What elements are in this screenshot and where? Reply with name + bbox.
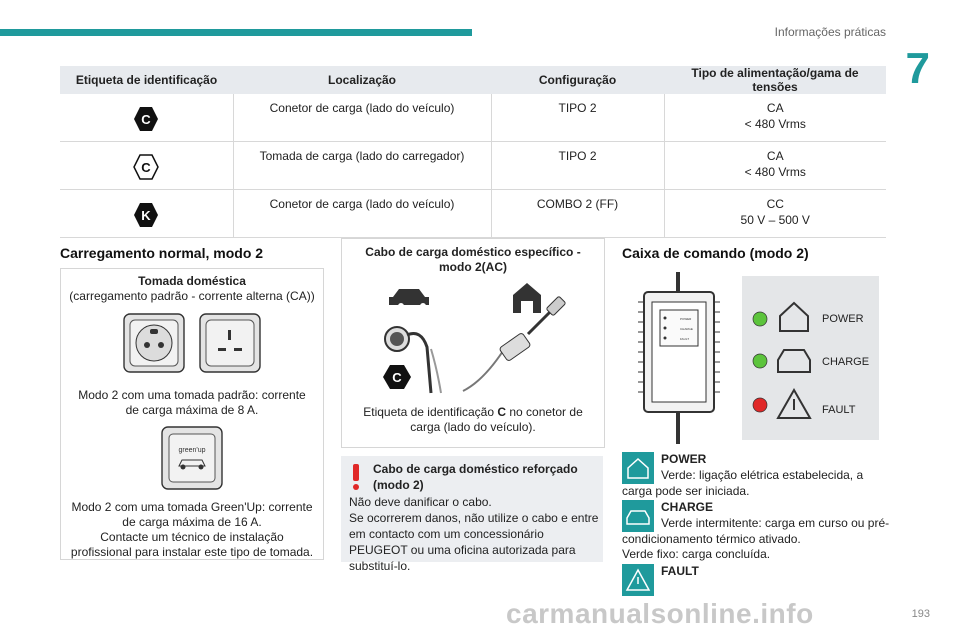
table-header: Etiqueta de identificação <box>60 66 233 94</box>
table-header: Configuração <box>491 66 664 94</box>
charge-description-2: Verde fixo: carga concluída. <box>622 547 771 561</box>
domestic-socket-subtitle: (carregamento padrão - corrente alterna (CA)) <box>69 289 315 303</box>
power-range: 50 V – 500 V <box>740 213 810 227</box>
normal-charging-title: Carregamento normal, modo 2 <box>60 245 264 261</box>
badge-letter: C <box>141 112 151 127</box>
device-label: FAULT <box>680 337 690 341</box>
device-label: CHARGE <box>680 327 693 331</box>
led-label: POWER <box>822 313 864 325</box>
car-icon <box>389 289 429 309</box>
cable-box-title: Cabo de carga doméstico específico - modo 2(AC) <box>365 245 581 274</box>
location-cell: Tomada de carga (lado do carregador) <box>233 142 491 190</box>
table-row <box>60 94 886 142</box>
led-label: FAULT <box>822 404 856 416</box>
caption-bold: C <box>497 405 507 419</box>
charge-description: Verde intermitente: carga em curso ou pré-condicionamento térmico ativado. <box>622 516 890 546</box>
french-socket-icon <box>124 314 184 372</box>
warning-text <box>349 494 599 574</box>
page-header-title: Informações práticas <box>774 25 886 39</box>
table-header: Tipo de alimentação/gama de tensões <box>664 66 886 94</box>
power-type: CA <box>766 149 784 163</box>
standard-socket-text: Modo 2 com uma tomada padrão: corrente de carga máxima de 8 A. <box>78 388 306 417</box>
badge-cell <box>60 94 233 142</box>
badge-c-filled-icon <box>133 106 159 132</box>
greenup-socket-icon <box>161 426 223 490</box>
power-type: CA <box>766 101 784 115</box>
power-range: < 480 Vrms <box>744 117 806 131</box>
config-cell: TIPO 2 <box>491 142 664 190</box>
greenup-text-2: Contacte um técnico de instalação profissional para instalar este tipo de tomada. <box>70 530 314 559</box>
config-cell: TIPO 2 <box>491 94 664 142</box>
cable-illustration <box>353 279 593 399</box>
table-header: Localização <box>233 66 491 94</box>
greenup-text-1: Modo 2 com uma tomada Green'Up: corrente de carga máxima de 16 A. <box>71 500 313 529</box>
table-row <box>60 142 886 190</box>
warning-line: Se ocorrerem danos, não utilize o cabo e entre em contacto com um concessionário PEUGEOT ou uma oficina autorizada para substituí-lo. <box>349 511 599 573</box>
warning-box <box>341 456 603 573</box>
power-label: POWER <box>661 452 707 466</box>
badge-c-outline-icon <box>133 154 159 180</box>
uk-socket-icon <box>200 314 260 372</box>
control-unit-device-icon <box>638 272 720 444</box>
led-label: CHARGE <box>822 356 870 368</box>
location-cell: Conetor de carga (lado do veículo) <box>233 94 491 142</box>
warning-icon <box>622 564 654 596</box>
power-cell <box>664 142 886 190</box>
home-icon <box>513 283 541 313</box>
watermark: carmanualsonline.info <box>506 598 814 629</box>
page-number: 193 <box>911 608 930 620</box>
header-accent-bar <box>0 29 472 36</box>
chapter-number: 7 <box>905 44 930 93</box>
badge-letter: C <box>141 160 151 175</box>
control-box-title: Caixa de comando (modo 2) <box>622 245 809 261</box>
badge-letter: K <box>141 208 151 223</box>
badge-letter: C <box>392 370 402 385</box>
badge-k-filled-icon <box>133 202 159 228</box>
charge-label: CHARGE <box>661 500 714 514</box>
power-range: < 480 Vrms <box>744 165 806 179</box>
control-box-illustration <box>622 272 880 444</box>
greenup-label: green'up <box>178 447 206 454</box>
location-cell: Conetor de carga (lado do veículo) <box>233 190 491 238</box>
identification-table <box>60 66 886 238</box>
fault-label: FAULT <box>661 564 699 578</box>
badge-cell <box>60 142 233 190</box>
power-description: Verde: ligação elétrica estabelecida, a carga pode ser iniciada. <box>622 468 864 498</box>
power-cell <box>664 190 886 238</box>
warning-title: Cabo de carga doméstico reforçado (modo 2) <box>373 462 578 492</box>
socket-illustrations <box>112 312 272 376</box>
cable-caption <box>352 405 594 435</box>
table-row <box>60 190 886 238</box>
power-cell <box>664 94 886 142</box>
caption-text: Etiqueta de identificação <box>363 405 498 419</box>
power-type: CC <box>766 197 784 211</box>
config-cell: COMBO 2 (FF) <box>491 190 664 238</box>
table-header-row <box>60 66 886 94</box>
caption-text: no conetor de carga (lado do veículo). <box>410 405 583 434</box>
badge-cell <box>60 190 233 238</box>
cable-box <box>341 238 605 448</box>
domestic-socket-title: Tomada doméstica <box>138 274 246 288</box>
exclamation-icon <box>353 464 359 490</box>
device-label: POWER <box>680 317 692 321</box>
warning-line: Não deve danificar o cabo. <box>349 495 492 509</box>
domestic-socket-box <box>60 268 324 560</box>
